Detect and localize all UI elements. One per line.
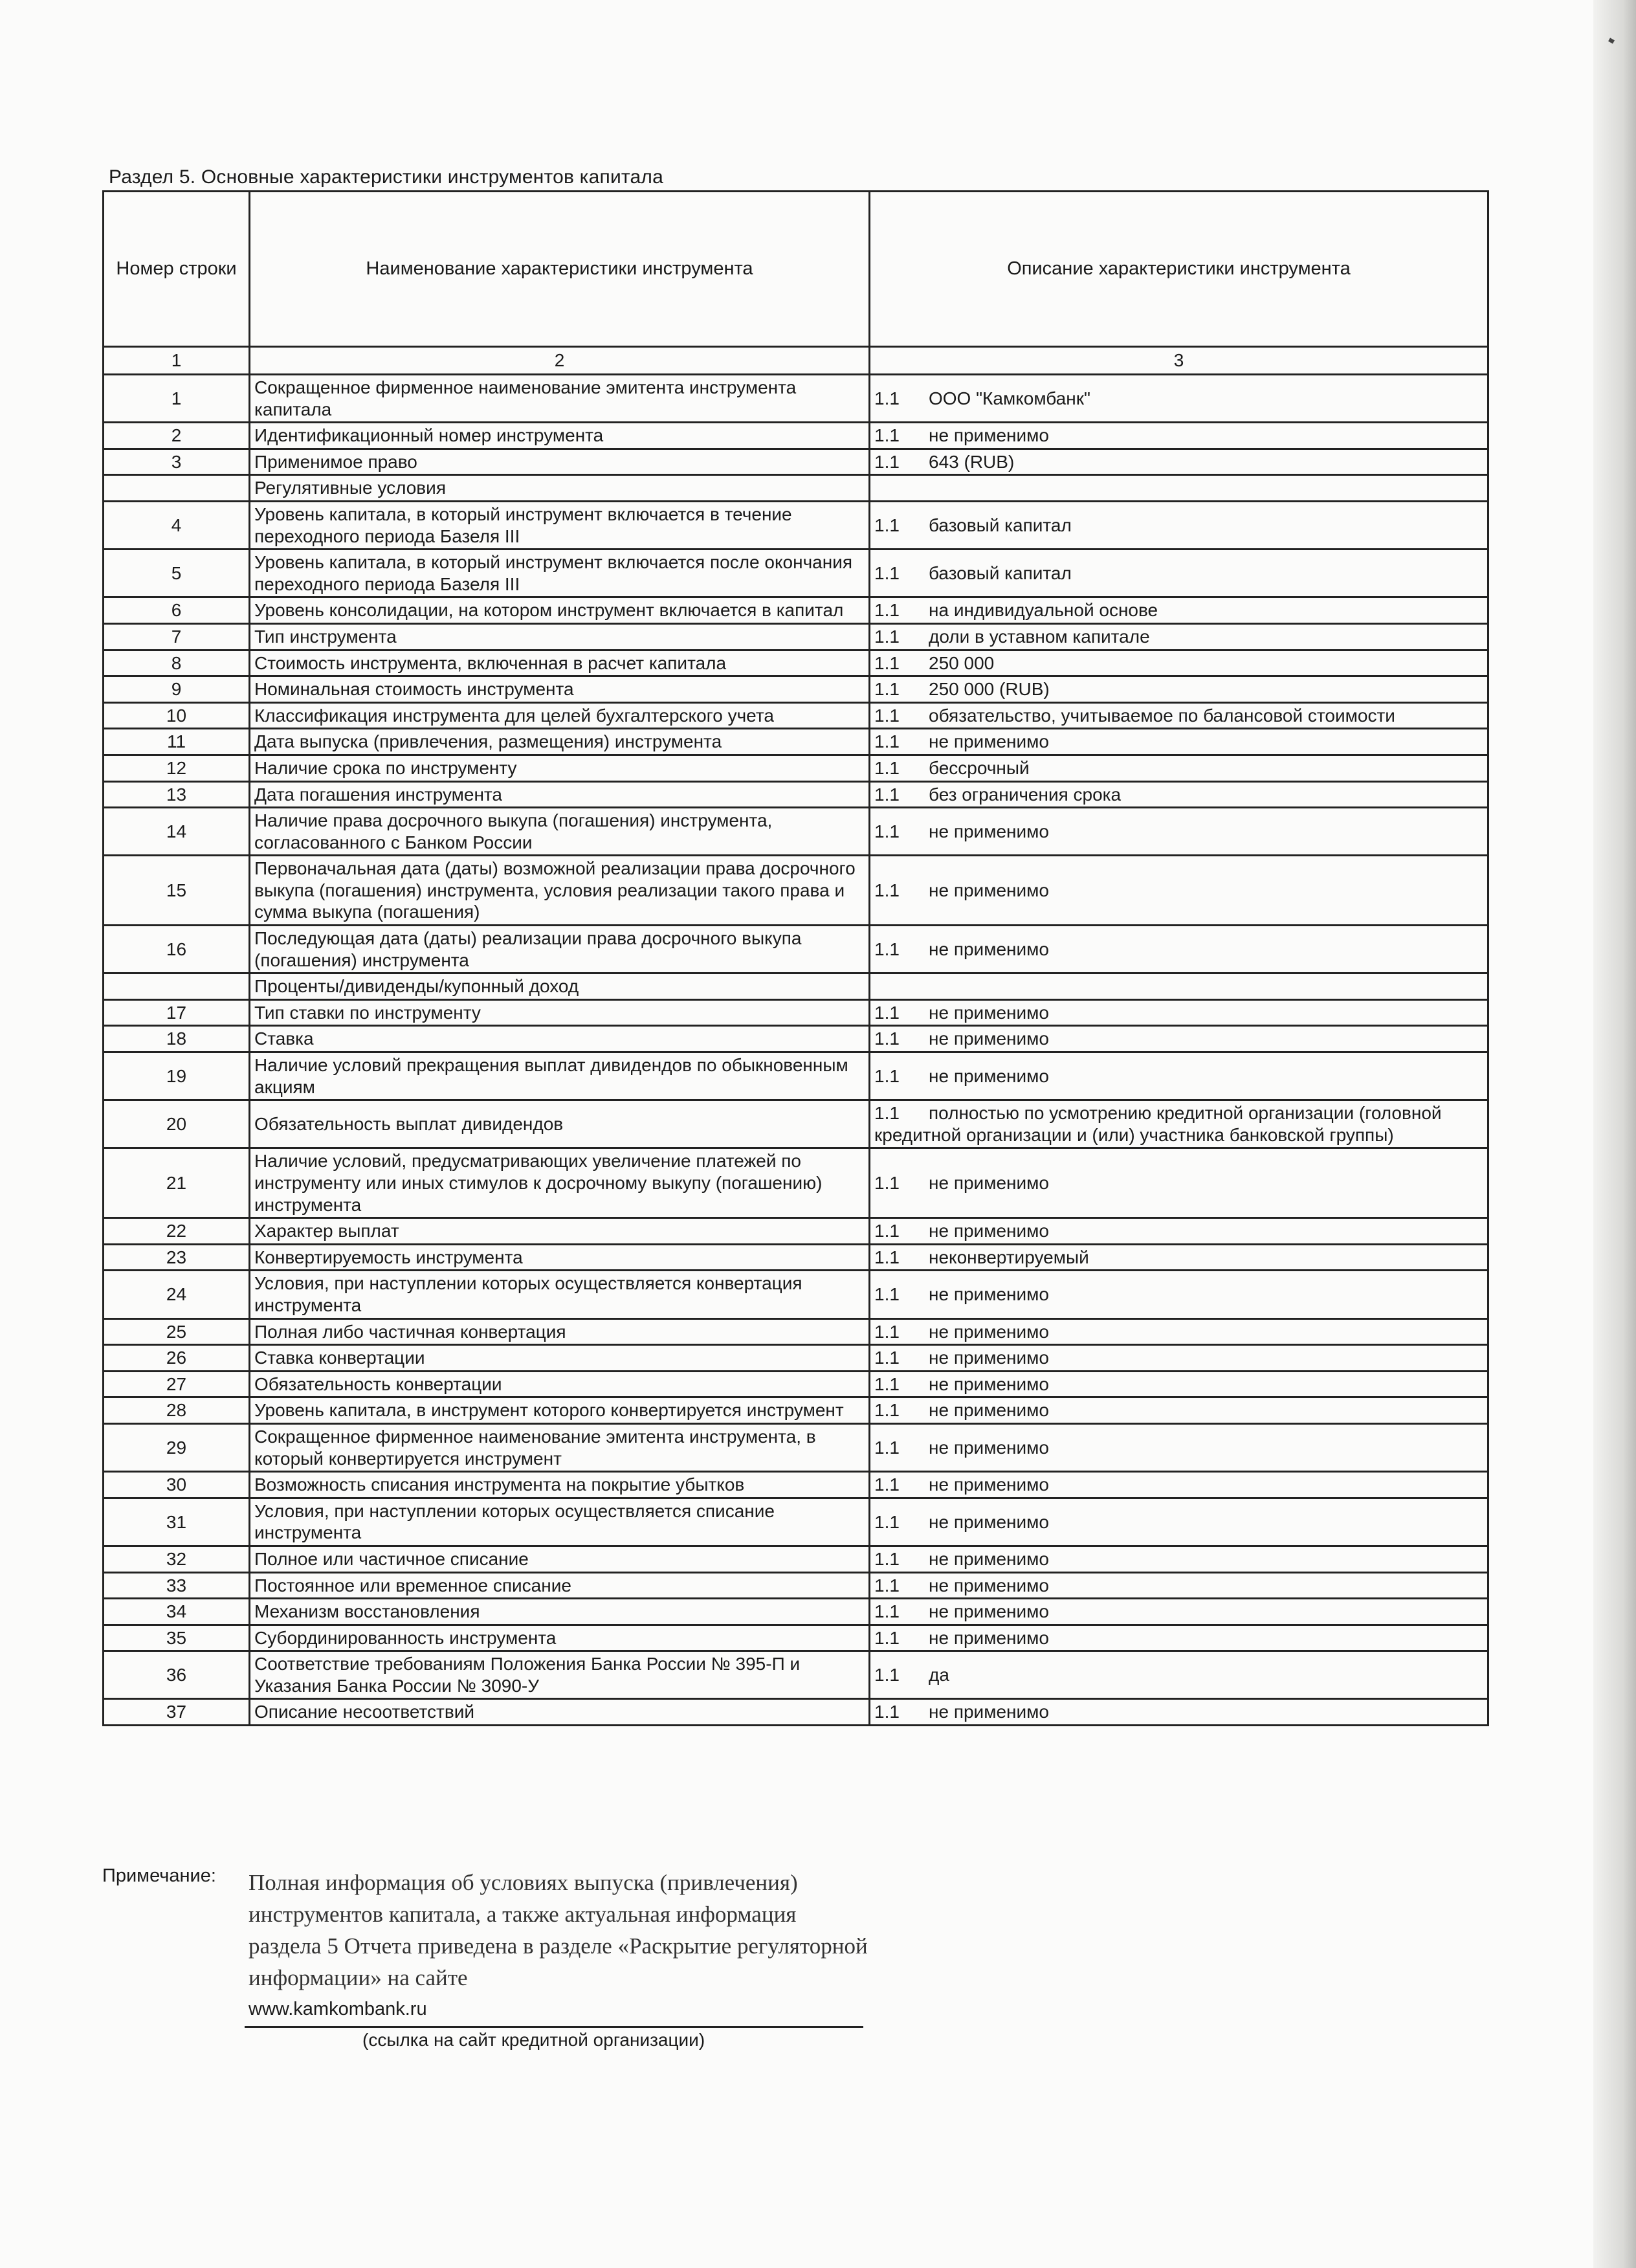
- row-number: 10: [104, 702, 250, 729]
- description-code: 1.1: [874, 1028, 900, 1049]
- row-number: 11: [104, 729, 250, 755]
- table-row: [104, 1052, 1488, 1100]
- description-code: 1.1: [874, 1373, 900, 1394]
- header-name: Наименование характеристики инструмента: [250, 192, 870, 347]
- description-value: полностью по усмотрению кредитной организации (головной кредитной организации и (или) участника банковской группы): [874, 1103, 1442, 1145]
- row-number: [104, 973, 250, 1000]
- characteristic-description: [870, 781, 1488, 808]
- characteristic-name: Номинальная стоимость инструмента: [250, 676, 870, 703]
- characteristic-name: Условия, при наступлении которых осуществляется списание инструмента: [250, 1498, 870, 1546]
- characteristic-name: Классификация инструмента для целей бухгалтерского учета: [250, 702, 870, 729]
- description-code: 1.1: [874, 1575, 900, 1595]
- row-number: 24: [104, 1271, 250, 1318]
- table-row: [104, 550, 1488, 597]
- table-row: [104, 1572, 1488, 1599]
- characteristic-name: Механизм восстановления: [250, 1599, 870, 1625]
- characteristic-name: Уровень капитала, в инструмент которого конвертируется инструмент: [250, 1397, 870, 1424]
- characteristic-name: Ставка: [250, 1026, 870, 1052]
- table-row: [104, 1371, 1488, 1397]
- table-row: [104, 1599, 1488, 1625]
- description-code: 1.1: [874, 1103, 900, 1124]
- description-value: доли в уставном капитале: [929, 626, 1150, 647]
- table-row: [104, 781, 1488, 808]
- characteristic-name: Наличие права досрочного выкупа (погашения) инструмента, согласованного с Банком России: [250, 808, 870, 856]
- description-value: базовый капитал: [929, 515, 1072, 535]
- description-value: не применимо: [929, 1702, 1049, 1722]
- row-number: 14: [104, 808, 250, 856]
- table-row: [104, 1345, 1488, 1372]
- characteristic-name: Тип инструмента: [250, 623, 870, 650]
- characteristic-description: [870, 702, 1488, 729]
- row-number: 23: [104, 1244, 250, 1271]
- row-number: 36: [104, 1651, 250, 1699]
- description-value: бессрочный: [929, 757, 1030, 778]
- row-number: 35: [104, 1625, 250, 1651]
- description-value: базовый капитал: [929, 562, 1072, 583]
- table-row: [104, 1472, 1488, 1498]
- column-index: 3: [870, 347, 1488, 375]
- section-title: Раздел 5. Основные характеристики инструментов капитала: [109, 166, 664, 188]
- table-row: [104, 1100, 1488, 1148]
- description-value: без ограничения срока: [929, 784, 1122, 805]
- description-value: не применимо: [929, 1173, 1049, 1193]
- row-number: 13: [104, 781, 250, 808]
- characteristic-name: Ставка конвертации: [250, 1345, 870, 1372]
- characteristic-description: [870, 1026, 1488, 1052]
- row-number: 27: [104, 1371, 250, 1397]
- characteristic-description: [870, 1345, 1488, 1372]
- characteristic-description: [870, 1546, 1488, 1572]
- row-number: 31: [104, 1498, 250, 1546]
- table-row: [104, 926, 1488, 973]
- characteristic-description: [870, 423, 1488, 449]
- link-underline: [245, 2026, 863, 2028]
- capital-instruments-table: [102, 190, 1489, 1726]
- table-row: [104, 475, 1488, 502]
- characteristic-name: Регулятивные условия: [250, 475, 870, 502]
- characteristic-description: [870, 856, 1488, 926]
- row-number: 28: [104, 1397, 250, 1424]
- table-row: [104, 702, 1488, 729]
- row-number: 5: [104, 550, 250, 597]
- description-code: 1.1: [874, 1548, 900, 1569]
- description-value: не применимо: [929, 1065, 1049, 1086]
- characteristic-description: [870, 1625, 1488, 1651]
- table-row: [104, 973, 1488, 1000]
- row-number: 25: [104, 1318, 250, 1345]
- table-row: [104, 1271, 1488, 1318]
- description-code: 1.1: [874, 731, 900, 752]
- table-row: [104, 755, 1488, 781]
- description-code: 1.1: [874, 562, 900, 583]
- characteristic-description: [870, 1244, 1488, 1271]
- characteristic-name: Наличие условий, предусматривающих увеличение платежей по инструменту или иных стимулов к досрочному выкупу (погашению) инструмента: [250, 1148, 870, 1218]
- row-number: 7: [104, 623, 250, 650]
- characteristic-description: [870, 1699, 1488, 1726]
- description-code: 1.1: [874, 679, 900, 700]
- characteristic-name: Тип ставки по инструменту: [250, 999, 870, 1026]
- table-row: [104, 423, 1488, 449]
- table-row: [104, 999, 1488, 1026]
- characteristic-name: Субординированность инструмента: [250, 1625, 870, 1651]
- description-value: обязательство, учитываемое по балансовой стоимости: [929, 705, 1395, 726]
- table-row: [104, 1397, 1488, 1424]
- characteristic-name: Применимое право: [250, 449, 870, 475]
- row-number: 16: [104, 926, 250, 973]
- characteristic-name: Обязательность конвертации: [250, 1371, 870, 1397]
- description-value: не применимо: [929, 1601, 1049, 1622]
- header-row-number: Номер строки: [104, 192, 250, 347]
- description-code: 1.1: [874, 1511, 900, 1532]
- characteristic-description: [870, 550, 1488, 597]
- table-row: [104, 808, 1488, 856]
- description-code: 1.1: [874, 939, 900, 959]
- characteristic-description: [870, 623, 1488, 650]
- characteristic-description: [870, 1572, 1488, 1599]
- description-value: не применимо: [929, 1627, 1049, 1648]
- description-code: 1.1: [874, 821, 900, 841]
- characteristic-name: Уровень капитала, в который инструмент включается после окончания переходного периода Базеля III: [250, 550, 870, 597]
- row-number: 32: [104, 1546, 250, 1572]
- description-value: не применимо: [929, 1321, 1049, 1342]
- description-value: не применимо: [929, 1348, 1049, 1368]
- description-value: не применимо: [929, 880, 1049, 900]
- characteristic-name: Постоянное или временное списание: [250, 1572, 870, 1599]
- characteristic-name: Описание несоответствий: [250, 1699, 870, 1726]
- description-code: 1.1: [874, 880, 900, 900]
- description-code: 1.1: [874, 1400, 900, 1421]
- characteristic-name: Условия, при наступлении которых осуществляется конвертация инструмента: [250, 1271, 870, 1318]
- characteristic-description: [870, 449, 1488, 475]
- description-code: 1.1: [874, 757, 900, 778]
- row-number: 12: [104, 755, 250, 781]
- characteristic-name: Наличие условий прекращения выплат дивидендов по обыкновенным акциям: [250, 1052, 870, 1100]
- description-value: не применимо: [929, 1284, 1049, 1305]
- description-value: не применимо: [929, 1474, 1049, 1495]
- table-row: [104, 650, 1488, 676]
- characteristic-description: [870, 650, 1488, 676]
- header-description: Описание характеристики инструмента: [870, 192, 1488, 347]
- column-index-row: [104, 347, 1488, 375]
- row-number: [104, 475, 250, 502]
- row-number: 34: [104, 1599, 250, 1625]
- description-code: 1.1: [874, 1665, 900, 1685]
- table-row: [104, 856, 1488, 926]
- row-number: 21: [104, 1148, 250, 1218]
- characteristic-name: Последующая дата (даты) реализации права досрочного выкупа (погашения) инструмента: [250, 926, 870, 973]
- characteristic-description: [870, 475, 1488, 502]
- characteristic-name: Обязательность выплат дивидендов: [250, 1100, 870, 1148]
- link-caption: (ссылка на сайт кредитной организации): [362, 2030, 705, 2050]
- characteristic-description: [870, 755, 1488, 781]
- description-code: 1.1: [874, 1173, 900, 1193]
- table-row: [104, 1625, 1488, 1651]
- row-number: 26: [104, 1345, 250, 1372]
- table-row: [104, 375, 1488, 423]
- description-code: 1.1: [874, 388, 900, 408]
- row-number: 37: [104, 1699, 250, 1726]
- row-number: 9: [104, 676, 250, 703]
- description-code: 1.1: [874, 1065, 900, 1086]
- description-code: 1.1: [874, 1601, 900, 1622]
- characteristic-description: [870, 501, 1488, 549]
- characteristic-name: Первоначальная дата (даты) возможной реализации права досрочного выкупа (погашения) инструмента, условия реализации такого права и сумма выкупа (погашения): [250, 856, 870, 926]
- description-code: 1.1: [874, 1474, 900, 1495]
- table-row: [104, 1244, 1488, 1271]
- characteristic-name: Полная либо частичная конвертация: [250, 1318, 870, 1345]
- description-value: неконвертируемый: [929, 1247, 1089, 1267]
- characteristic-description: [870, 1498, 1488, 1546]
- description-value: не применимо: [929, 1548, 1049, 1569]
- characteristic-description: [870, 676, 1488, 703]
- row-number: 33: [104, 1572, 250, 1599]
- description-value: да: [929, 1665, 949, 1685]
- row-number: 15: [104, 856, 250, 926]
- row-number: 3: [104, 449, 250, 475]
- row-number: 6: [104, 597, 250, 624]
- characteristic-description: [870, 1423, 1488, 1471]
- description-code: 1.1: [874, 451, 900, 472]
- description-value: 250 000 (RUB): [929, 679, 1050, 700]
- characteristic-name: Возможность списания инструмента на покрытие убытков: [250, 1472, 870, 1498]
- description-code: 1.1: [874, 1321, 900, 1342]
- description-code: 1.1: [874, 1221, 900, 1241]
- column-index: 1: [104, 347, 250, 375]
- table-row: [104, 1699, 1488, 1726]
- description-value: ООО "Камкомбанк": [929, 388, 1090, 408]
- description-code: 1.1: [874, 600, 900, 621]
- description-code: 1.1: [874, 1002, 900, 1023]
- description-code: 1.1: [874, 1437, 900, 1458]
- characteristic-description: [870, 1148, 1488, 1218]
- characteristic-description: [870, 375, 1488, 423]
- characteristic-name: Конвертируемость инструмента: [250, 1244, 870, 1271]
- table-row: [104, 1318, 1488, 1345]
- row-number: 1: [104, 375, 250, 423]
- description-value: не применимо: [929, 1511, 1049, 1532]
- characteristic-description: [870, 1371, 1488, 1397]
- table-row: [104, 1026, 1488, 1052]
- table-row: [104, 597, 1488, 624]
- characteristic-name: Дата выпуска (привлечения, размещения) инструмента: [250, 729, 870, 755]
- site-link[interactable]: www.kamkombank.ru: [249, 1999, 427, 2019]
- description-value: не применимо: [929, 1373, 1049, 1394]
- row-number: 20: [104, 1100, 250, 1148]
- characteristic-name: Дата погашения инструмента: [250, 781, 870, 808]
- description-code: 1.1: [874, 784, 900, 805]
- table-row: [104, 501, 1488, 549]
- description-code: 1.1: [874, 515, 900, 535]
- characteristic-description: [870, 1397, 1488, 1424]
- table-row: [104, 1651, 1488, 1699]
- table-row: [104, 1546, 1488, 1572]
- characteristic-name: Идентификационный номер инструмента: [250, 423, 870, 449]
- description-code: 1.1: [874, 626, 900, 647]
- characteristic-description: [870, 1100, 1488, 1148]
- characteristic-name: Соответствие требованиям Положения Банка России № 395-П и Указания Банка России № 3090-У: [250, 1651, 870, 1699]
- table-row: [104, 729, 1488, 755]
- row-number: 17: [104, 999, 250, 1026]
- characteristic-description: [870, 597, 1488, 624]
- characteristic-name: Уровень капитала, в который инструмент включается в течение переходного периода Базеля III: [250, 501, 870, 549]
- table-row: [104, 623, 1488, 650]
- characteristic-description: [870, 1651, 1488, 1699]
- description-value: не применимо: [929, 1002, 1049, 1023]
- note-text: Полная информация об условиях выпуска (привлечения) инструментов капитала, а также актуальная информация раздела 5 Отчета приведена в разделе «Раскрытие регуляторной информации» на сайте: [249, 1870, 868, 1990]
- characteristic-description: [870, 1271, 1488, 1318]
- characteristic-description: [870, 1218, 1488, 1245]
- description-code: 1.1: [874, 705, 900, 726]
- characteristic-description: [870, 729, 1488, 755]
- description-code: 1.1: [874, 1284, 900, 1305]
- scan-edge: [1593, 0, 1636, 2268]
- characteristic-name: Уровень консолидации, на котором инструмент включается в капитал: [250, 597, 870, 624]
- characteristic-description: [870, 1472, 1488, 1498]
- description-value: не применимо: [929, 939, 1049, 959]
- description-value: не применимо: [929, 1400, 1049, 1421]
- characteristic-name: Стоимость инструмента, включенная в расчет капитала: [250, 650, 870, 676]
- description-value: не применимо: [929, 1437, 1049, 1458]
- description-value: не применимо: [929, 1028, 1049, 1049]
- column-index: 2: [250, 347, 870, 375]
- description-code: 1.1: [874, 1247, 900, 1267]
- description-value: не применимо: [929, 821, 1049, 841]
- characteristic-description: [870, 1052, 1488, 1100]
- description-value: не применимо: [929, 1575, 1049, 1595]
- characteristic-name: Наличие срока по инструменту: [250, 755, 870, 781]
- description-code: 1.1: [874, 1627, 900, 1648]
- description-value: не применимо: [929, 425, 1049, 446]
- description-value: 250 000: [929, 652, 995, 673]
- characteristic-name: Полное или частичное списание: [250, 1546, 870, 1572]
- row-number: 8: [104, 650, 250, 676]
- table-header-row: [104, 192, 1488, 347]
- table-row: [104, 1423, 1488, 1471]
- table-body: [104, 375, 1488, 1726]
- characteristic-description: [870, 973, 1488, 1000]
- table-row: [104, 1498, 1488, 1546]
- row-number: 2: [104, 423, 250, 449]
- note-label: Примечание:: [102, 1865, 216, 1886]
- characteristic-description: [870, 1599, 1488, 1625]
- characteristic-name: Сокращенное фирменное наименование эмитента инструмента капитала: [250, 375, 870, 423]
- description-code: 1.1: [874, 1702, 900, 1722]
- table-row: [104, 1218, 1488, 1245]
- description-code: 1.1: [874, 652, 900, 673]
- characteristic-description: [870, 926, 1488, 973]
- row-number: 30: [104, 1472, 250, 1498]
- description-value: не применимо: [929, 1221, 1049, 1241]
- row-number: 4: [104, 501, 250, 549]
- description-code: 1.1: [874, 425, 900, 446]
- table-row: [104, 676, 1488, 703]
- row-number: 29: [104, 1423, 250, 1471]
- characteristic-name: Характер выплат: [250, 1218, 870, 1245]
- row-number: 19: [104, 1052, 250, 1100]
- row-number: 18: [104, 1026, 250, 1052]
- description-value: не применимо: [929, 731, 1049, 752]
- characteristic-description: [870, 808, 1488, 856]
- table-row: [104, 449, 1488, 475]
- description-code: 1.1: [874, 1348, 900, 1368]
- row-number: 22: [104, 1218, 250, 1245]
- characteristic-description: [870, 999, 1488, 1026]
- table-row: [104, 1148, 1488, 1218]
- characteristic-name: Сокращенное фирменное наименование эмитента инструмента, в который конвертируется инструмент: [250, 1423, 870, 1471]
- characteristic-description: [870, 1318, 1488, 1345]
- description-value: 643 (RUB): [929, 451, 1015, 472]
- characteristic-name: Проценты/дивиденды/купонный доход: [250, 973, 870, 1000]
- description-value: на индивидуальной основе: [929, 600, 1158, 621]
